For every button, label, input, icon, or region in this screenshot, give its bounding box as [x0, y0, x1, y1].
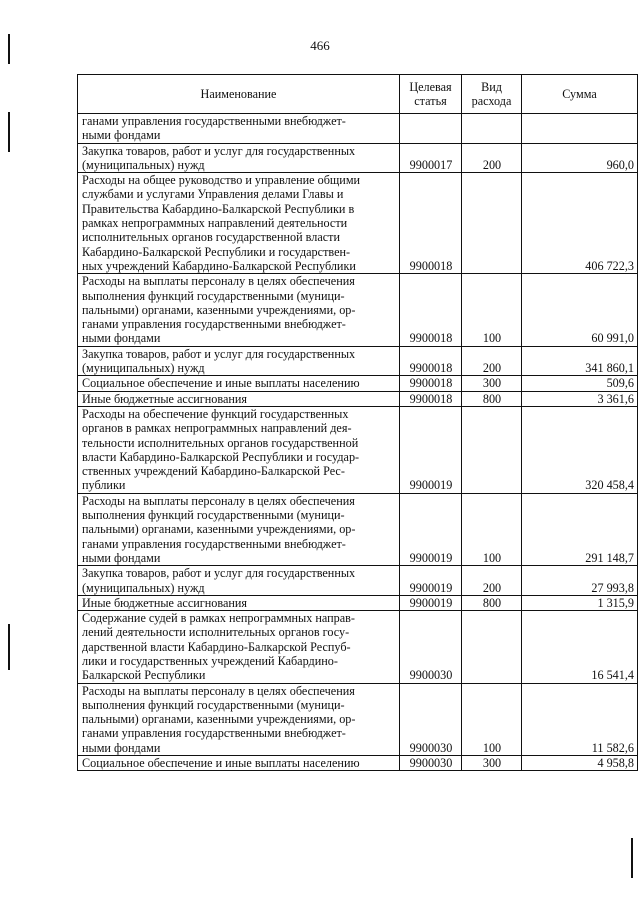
row-name: Социальное обеспечение и иные выплаты населению — [78, 376, 400, 391]
row-expense-type: 200 — [462, 346, 522, 376]
table-body — [78, 114, 638, 771]
header-expense-type: Вид расхода — [462, 75, 522, 114]
row-name: Иные бюджетные ассигнования — [78, 595, 400, 610]
row-sum: 406 722,3 — [522, 173, 638, 274]
table-row — [78, 346, 638, 376]
row-name: Содержание судей в рамках непрограммных направ- лений деятельности исполнительных органов госу- дарственной власти Кабардино-Балкарской Респуб- лики и государственных учреждений Кабардино- Балкарской Республики — [78, 611, 400, 683]
row-target-article: 9900019 — [400, 493, 462, 565]
table-row — [78, 493, 638, 565]
table-row — [78, 611, 638, 683]
row-sum: 1 315,9 — [522, 595, 638, 610]
table-row — [78, 683, 638, 755]
table-row — [78, 406, 638, 493]
row-name: Иные бюджетные ассигнования — [78, 391, 400, 406]
row-expense-type: 200 — [462, 143, 522, 173]
table-row — [78, 391, 638, 406]
table-header-row — [78, 75, 638, 114]
row-sum: 341 860,1 — [522, 346, 638, 376]
row-target-article — [400, 114, 462, 144]
row-sum: 3 361,6 — [522, 391, 638, 406]
header-name: Наименование — [78, 75, 400, 114]
row-target-article: 9900018 — [400, 274, 462, 346]
row-sum: 60 991,0 — [522, 274, 638, 346]
table-row — [78, 566, 638, 596]
table-row — [78, 595, 638, 610]
scan-mark-right-1 — [631, 838, 633, 878]
row-expense-type — [462, 114, 522, 144]
table-row — [78, 756, 638, 771]
row-expense-type: 300 — [462, 756, 522, 771]
budget-table — [77, 74, 638, 771]
row-target-article: 9900030 — [400, 611, 462, 683]
row-expense-type: 200 — [462, 566, 522, 596]
scan-mark-left-3 — [8, 624, 10, 670]
row-sum: 27 993,8 — [522, 566, 638, 596]
row-name: Закупка товаров, работ и услуг для государственных (муниципальных) нужд — [78, 346, 400, 376]
table-row — [78, 274, 638, 346]
row-name: Расходы на выплаты персоналу в целях обеспечения выполнения функций государственными (муници- пальными) органами, казенными учреждениями, ор- ганами управления государственными внебюджет- ными фондами — [78, 493, 400, 565]
row-expense-type: 100 — [462, 683, 522, 755]
scan-mark-left-2 — [8, 112, 10, 152]
row-expense-type: 100 — [462, 493, 522, 565]
row-target-article: 9900017 — [400, 143, 462, 173]
row-sum — [522, 114, 638, 144]
row-name: Социальное обеспечение и иные выплаты населению — [78, 756, 400, 771]
row-expense-type: 300 — [462, 376, 522, 391]
row-name: Расходы на выплаты персоналу в целях обеспечения выполнения функций государственными (муници- пальными) органами, казенными учреждениями, ор- ганами управления государственными внебюджет- ными фондами — [78, 683, 400, 755]
page-number: 466 — [310, 38, 330, 53]
row-name: ганами управления государственными внебюджет- ными фондами — [78, 114, 400, 144]
row-target-article: 9900018 — [400, 391, 462, 406]
row-sum: 291 148,7 — [522, 493, 638, 565]
row-expense-type: 800 — [462, 595, 522, 610]
row-target-article: 9900018 — [400, 376, 462, 391]
row-expense-type: 100 — [462, 274, 522, 346]
row-target-article: 9900018 — [400, 346, 462, 376]
row-target-article: 9900018 — [400, 173, 462, 274]
table-row — [78, 173, 638, 274]
row-sum: 11 582,6 — [522, 683, 638, 755]
row-expense-type: 800 — [462, 391, 522, 406]
row-sum: 16 541,4 — [522, 611, 638, 683]
row-name: Закупка товаров, работ и услуг для государственных (муниципальных) нужд — [78, 566, 400, 596]
header-sum: Сумма — [522, 75, 638, 114]
row-target-article: 9900030 — [400, 756, 462, 771]
row-sum: 320 458,4 — [522, 406, 638, 493]
row-target-article: 9900030 — [400, 683, 462, 755]
row-expense-type — [462, 406, 522, 493]
table-row — [78, 114, 638, 144]
row-sum: 960,0 — [522, 143, 638, 173]
row-expense-type — [462, 173, 522, 274]
row-sum: 4 958,8 — [522, 756, 638, 771]
row-target-article: 9900019 — [400, 566, 462, 596]
row-name: Расходы на обеспечение функций государственных органов в рамках непрограммных направлений дея- тельности исполнительных органов государственной власти Кабардино-Балкарской Республики и государ- ственных учреждений Кабардино-Балкарской Рес- публики — [78, 406, 400, 493]
row-name: Закупка товаров, работ и услуг для государственных (муниципальных) нужд — [78, 143, 400, 173]
row-expense-type — [462, 611, 522, 683]
table-row — [78, 143, 638, 173]
row-name: Расходы на общее руководство и управление общими службами и услугами Управления делами Главы и Правительства Кабардино-Балкарской Республики в рамках непрограммных направлений деятельности исполнительных органов государственной власти Кабардино-Балкарской Республики и государствен- ных учреждений Кабардино-Балкарской Республики — [78, 173, 400, 274]
header-target-article: Целевая статья — [400, 75, 462, 114]
row-target-article: 9900019 — [400, 406, 462, 493]
row-sum: 509,6 — [522, 376, 638, 391]
row-name: Расходы на выплаты персоналу в целях обеспечения выполнения функций государственными (муници- пальными) органами, казенными учреждениями, ор- ганами управления государственными внебюджет- ными фондами — [78, 274, 400, 346]
table-row — [78, 376, 638, 391]
row-target-article: 9900019 — [400, 595, 462, 610]
